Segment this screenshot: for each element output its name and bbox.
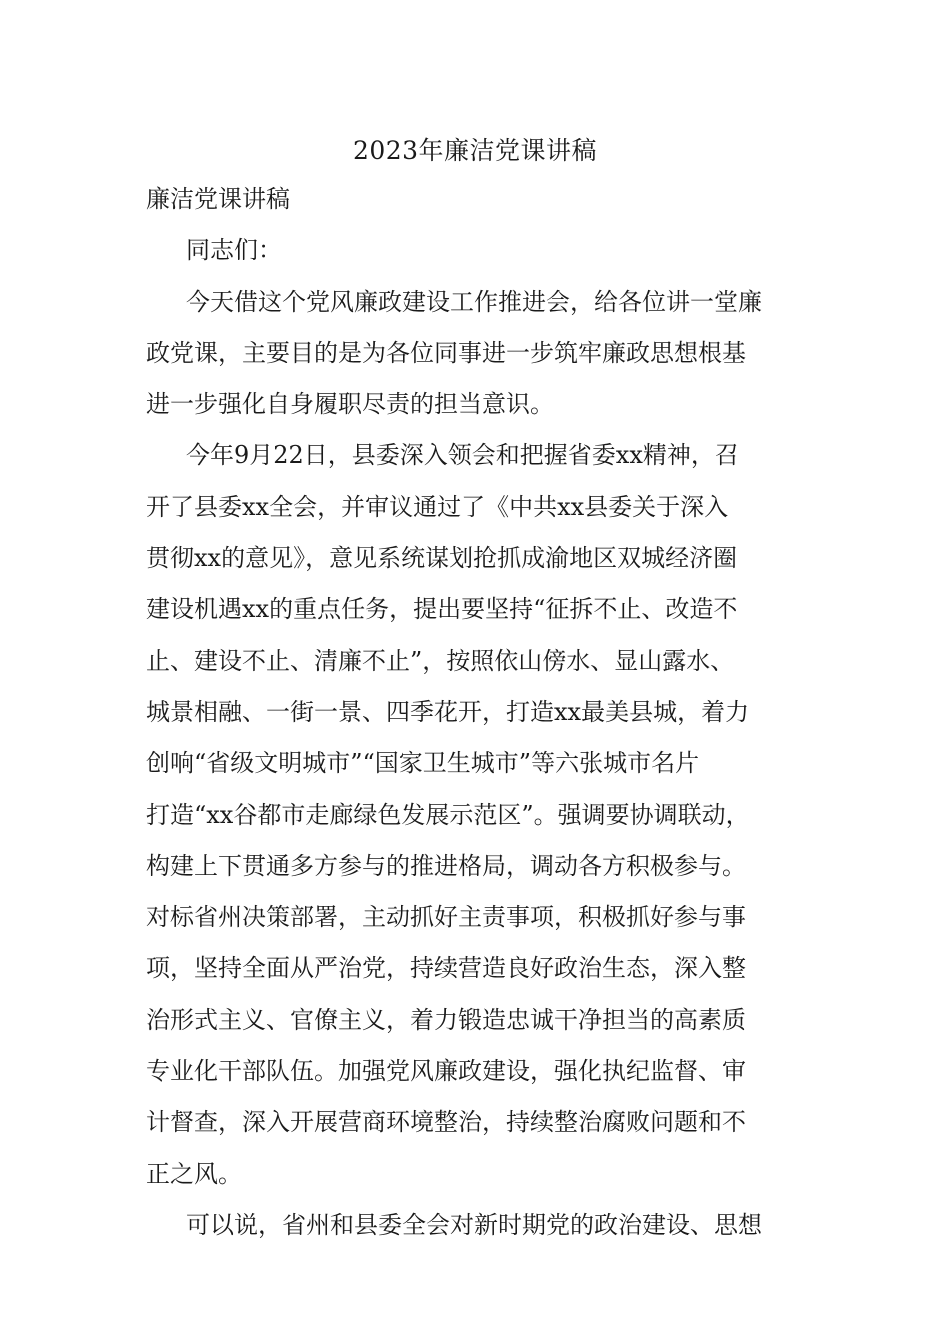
text-line: 止、建设不止、清廉不止”，按照依山傍水、显山露水、 <box>146 646 735 675</box>
text-line: 可以说，省州和县委全会对新时期党的政治建设、思想 <box>186 1210 762 1239</box>
text-line: 创响“省级文明城市”“国家卫生城市”等六张城市名片 <box>146 749 700 778</box>
text-line: 政党课，主要目的是为各位同事进一步筑牢廉政思想根基 <box>146 338 746 367</box>
text-line: 城景相融、一街一景、四季花开，打造xx最美县城，着力 <box>146 697 750 726</box>
text-line: 打造“xx谷都市走廊绿色发展示范区”。强调要协调联动， <box>146 800 750 829</box>
text-line: 今天借这个党风廉政建设工作推进会，给各位讲一堂廉 <box>186 287 762 316</box>
text-line: 贯彻xx的意见》，意见系统谋划抢抓成渝地区双城经济圈 <box>146 544 738 573</box>
text-line: 计督查，深入开展营商环境整治，持续整治腐败问题和不 <box>146 1108 746 1137</box>
text-line: 同志们： <box>186 236 282 265</box>
text-line: 开了县委xx全会，并审议通过了《中共xx县委关于深入 <box>146 492 729 521</box>
text-line: 今年9月22日，县委深入领会和把握省委xx精神，召 <box>186 441 739 470</box>
text-line: 治形式主义、官僚主义，着力锻造忠诚干净担当的高素质 <box>146 1005 746 1034</box>
text-line: 构建上下贯通多方参与的推进格局，调动各方积极参与。 <box>146 851 746 880</box>
text-line: 专业化干部队伍。加强党风廉政建设，强化执纪监督、审 <box>146 1057 746 1086</box>
text-line: 廉洁党课讲稿 <box>146 185 290 213</box>
text-line: 对标省州决策部署，主动抓好主责事项，积极抓好参与事 <box>146 903 746 932</box>
text-line: 进一步强化自身履职尽责的担当意识。 <box>146 390 554 419</box>
document-title: 2023年廉洁党课讲稿 <box>352 136 598 165</box>
text-line: 项，坚持全面从严治党，持续营造良好政治生态，深入整 <box>146 954 746 983</box>
document-body <box>146 174 836 1251</box>
text-line: 建设机遇xx的重点任务，提出要坚持“征拆不止、改造不 <box>146 595 738 624</box>
text-line: 正之风。 <box>146 1159 242 1188</box>
